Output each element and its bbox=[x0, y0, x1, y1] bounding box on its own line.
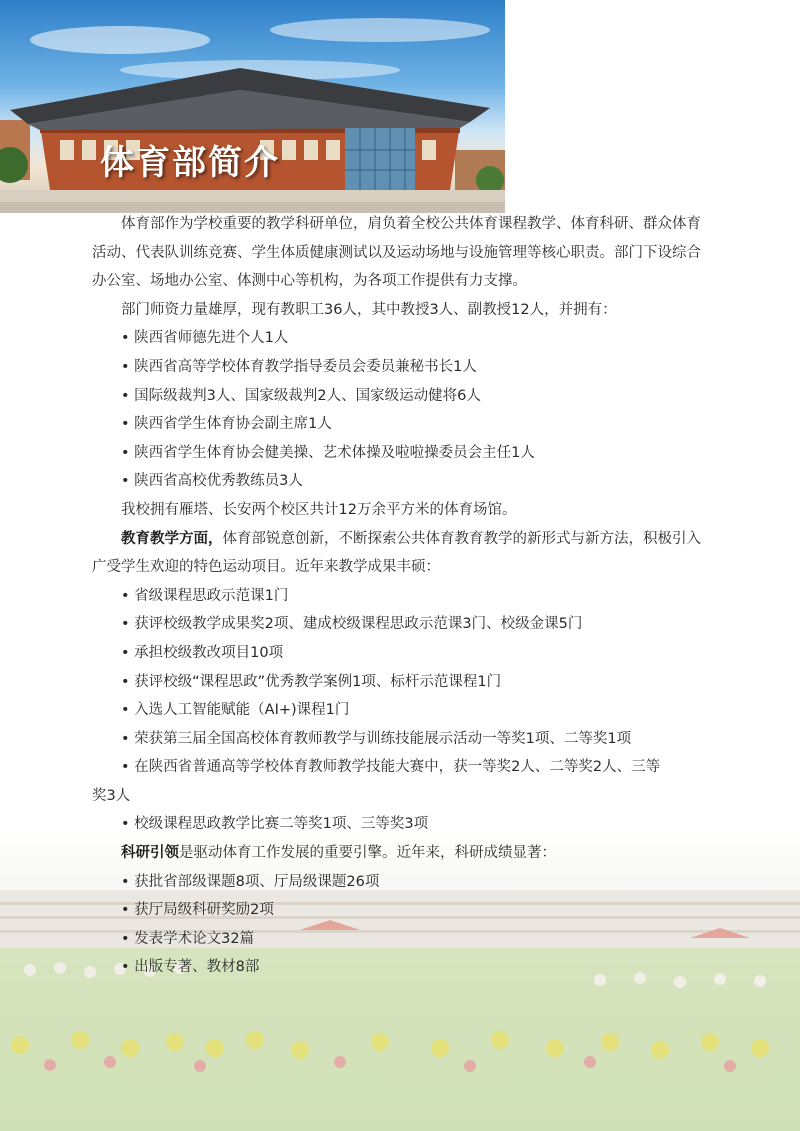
list-item: • 省级课程思政示范课1门 bbox=[121, 587, 289, 604]
list-item: • 获批省部级课题8项、厅局级课题26项 bbox=[121, 873, 380, 890]
list-item: • 陕西省学生体育协会副主席1人 bbox=[121, 416, 332, 433]
list-item: • 承担校级教改项目10项 bbox=[121, 644, 284, 661]
list-item: • 陕西省学生体育协会健美操、艺术体操及啦啦操委员会主任1人 bbox=[121, 444, 535, 461]
list-item: • 陕西省师德先进个人1人 bbox=[121, 330, 289, 347]
list-item bbox=[92, 753, 714, 810]
research-paragraph bbox=[92, 839, 714, 868]
list-item-line: • 在陕西省普通高等学校体育教师教学技能大赛中，获一等奖2人、二等奖2人、三等 bbox=[121, 759, 661, 776]
teaching-lead: 教育教学方面， bbox=[121, 530, 223, 547]
teaching-paragraph bbox=[92, 525, 714, 582]
list-item: • 发表学术论文32篇 bbox=[121, 930, 255, 947]
list-item: • 获评校级“课程思政”优秀教学案例1项、标杆示范课程1门 bbox=[121, 673, 502, 690]
research-lead: 科研引领 bbox=[121, 845, 179, 862]
list-item: • 国际级裁判3人、国家级裁判2人、国家级运动健将6人 bbox=[121, 387, 481, 404]
list-item: • 陕西省高校优秀教练员3人 bbox=[121, 473, 303, 490]
list-item: • 荣获第三届全国高校体育教师教学与训练技能展示活动一等奖1项、二等奖1项 bbox=[121, 730, 632, 747]
intro-paragraph: 体育部作为学校重要的教学科研单位，肩负着全校公共体育课程教学、体育科研、群众体育活动、代表队训练竞赛、学生体质健康测试以及运动场地与设施管理等核心职责。部门下设综合办公室、场地办公室、体测中心等机构，为各项工作提供有力支撑。 bbox=[92, 216, 701, 290]
list-item: • 获厅局级科研奖励2项 bbox=[121, 902, 274, 919]
intro-article bbox=[92, 210, 714, 982]
list-item: • 出版专著、教材8部 bbox=[121, 959, 260, 976]
research-text: 是驱动体育工作发展的重要引擎。近年来，科研成绩显著： bbox=[179, 845, 556, 862]
venue-paragraph: 我校拥有雁塔、长安两个校区共计12万余平方米的体育场馆。 bbox=[121, 501, 517, 518]
list-item: • 陕西省高等学校体育教学指导委员会委员兼秘书长1人 bbox=[121, 358, 477, 375]
faculty-paragraph: 部门师资力量雄厚，现有教职工36人，其中教授3人、副教授12人，并拥有： bbox=[121, 301, 617, 318]
list-item: • 入选人工智能赋能（AI+)课程1门 bbox=[121, 702, 350, 719]
list-item-continuation: 奖3人 bbox=[92, 787, 131, 804]
page-title: 体育部简介 bbox=[100, 143, 280, 183]
list-item: • 获评校级教学成果奖2项、建成校级课程思政示范课3门、校级金课5门 bbox=[121, 616, 583, 633]
header-banner bbox=[0, 0, 505, 213]
list-item: • 校级课程思政教学比赛二等奖1项、三等奖3项 bbox=[121, 816, 429, 833]
teaching-text: 体育部锐意创新，不断探索公共体育教育教学的新形式与新方法，积极引入广受学生欢迎的特色运动项目。近年来教学成果丰硕： bbox=[92, 530, 701, 576]
